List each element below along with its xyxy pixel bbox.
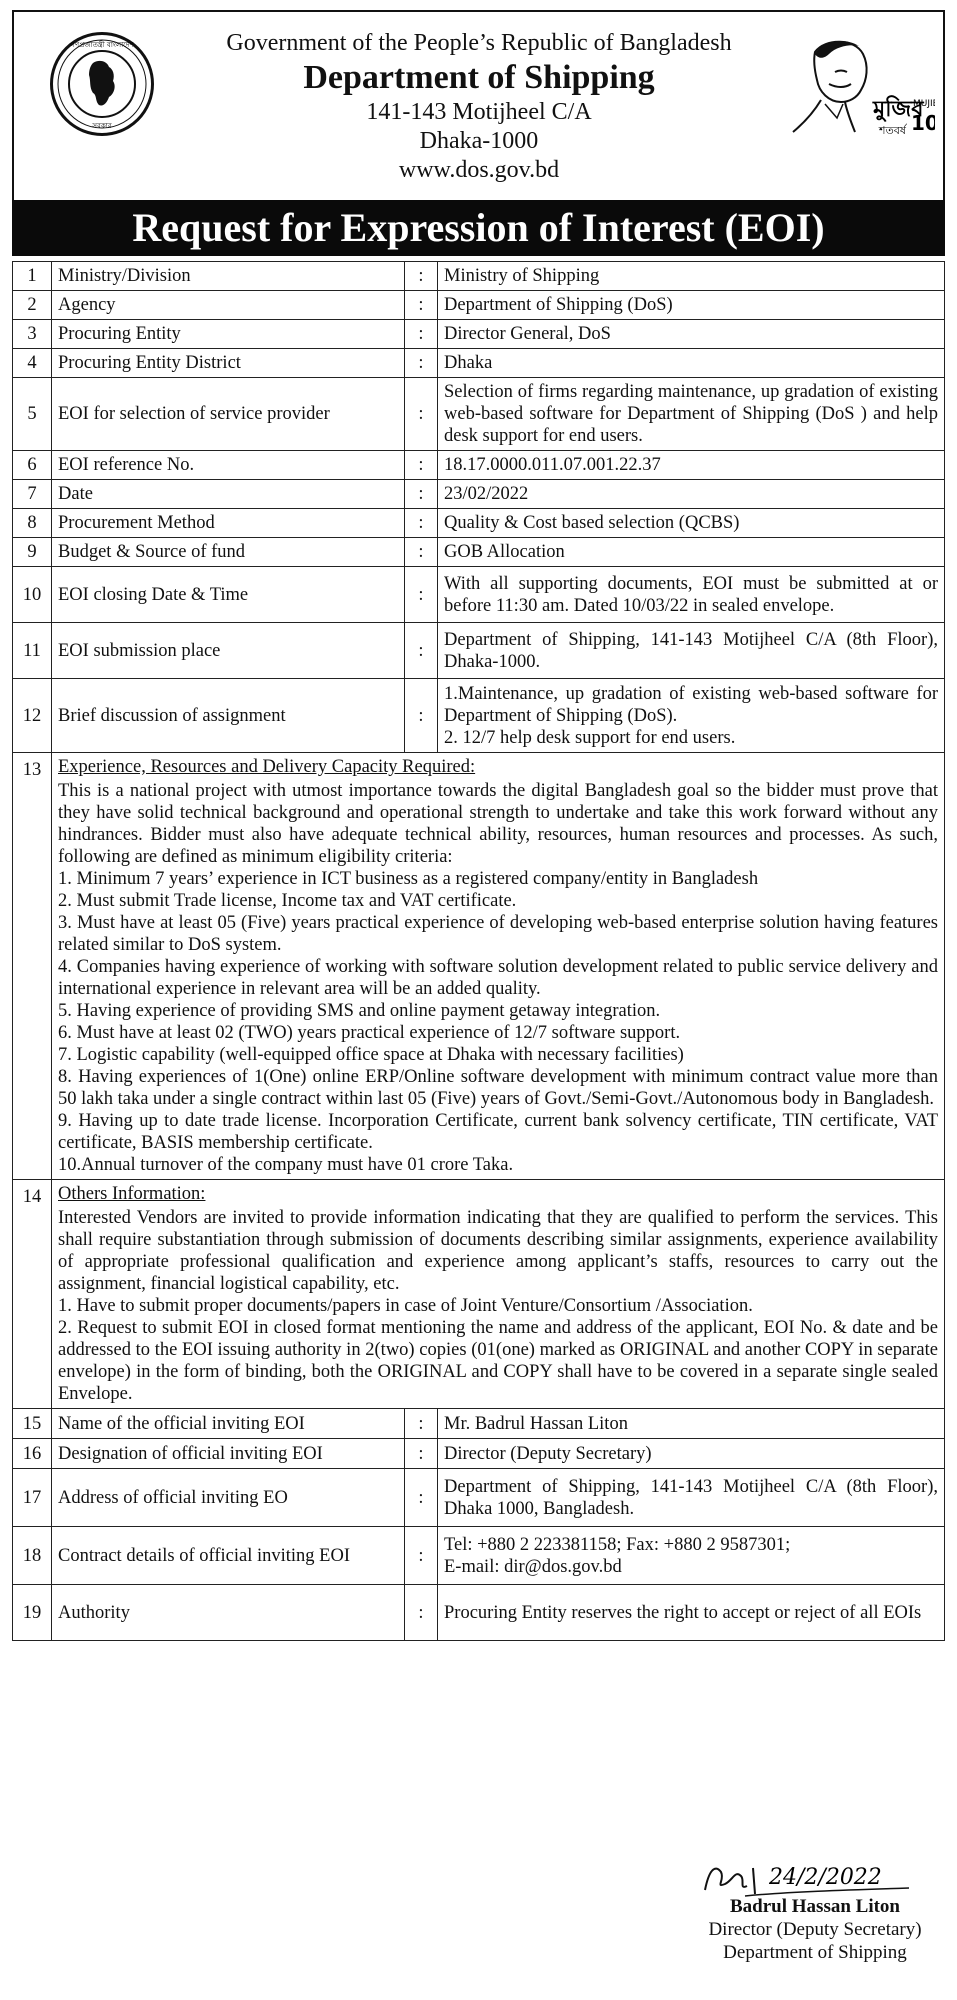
row-value: Department of Shipping, 141-143 Motijheel C/A (8th Floor), Dhaka-1000. xyxy=(438,623,945,679)
list-item: 2. Must submit Trade license, Income tax and VAT certificate. xyxy=(58,891,517,911)
assignment-line-2: 2. 12/7 help desk support for end users. xyxy=(444,727,736,748)
list-item: 10.Annual turnover of the company must have 01 crore Taka. xyxy=(58,1155,514,1175)
row-value: Procuring Entity reserves the right to accept or reject of all EOIs xyxy=(438,1585,945,1641)
colon: : xyxy=(405,451,438,480)
colon: : xyxy=(405,262,438,291)
row-label: Name of the official inviting EOI xyxy=(52,1409,405,1439)
government-name: Government of the People’s Republic of Bangladesh xyxy=(226,30,732,56)
list-item: 7. Logistic capability (well-equipped office space at Dhaka with necessary facilities) xyxy=(58,1045,684,1065)
department-name: Department of Shipping xyxy=(303,59,655,96)
row-label: EOI closing Date & Time xyxy=(52,567,405,623)
page-title: Request for Expression of Interest (EOI) xyxy=(12,200,945,256)
row-label: Ministry/Division xyxy=(52,262,405,291)
row-value: GOB Allocation xyxy=(438,538,945,567)
svg-text:MUJIB: MUJI xyxy=(913,99,933,109)
others-section xyxy=(52,1180,945,1409)
table-row xyxy=(13,567,945,623)
row-number: 10 xyxy=(13,567,52,623)
table-row xyxy=(13,1409,945,1439)
header xyxy=(12,10,945,200)
row-label: Budget & Source of fund xyxy=(52,538,405,567)
section-intro: This is a national project with utmost importance towards the digital Bangladesh goal so the bidder must prove that they have solid technical background and operational strength to undertake and take this work forward without any hindrances. Bidder must also have adequate technical ability, resources, human resources and processes. As such, following are defined as minimum eligibility criteria: xyxy=(58,781,938,867)
row-number: 13 xyxy=(13,753,52,1180)
colon: : xyxy=(405,1469,438,1527)
row-number: 12 xyxy=(13,679,52,753)
row-value: Selection of firms regarding maintenance, up gradation of existing web-based software for Department of Shipping (DoS ) and help desk support for end users. xyxy=(438,378,945,451)
table-row xyxy=(13,538,945,567)
row-label: Procurement Method xyxy=(52,509,405,538)
row-value xyxy=(438,679,945,753)
experience-section xyxy=(52,753,945,1180)
eoi-table xyxy=(12,261,945,1641)
colon: : xyxy=(405,1585,438,1641)
table-row xyxy=(13,320,945,349)
table-row xyxy=(13,1585,945,1641)
table-row xyxy=(13,1527,945,1585)
row-number: 19 xyxy=(13,1585,52,1641)
colon: : xyxy=(405,349,438,378)
header-text xyxy=(164,28,794,185)
signature-block xyxy=(685,1895,945,1964)
table-row xyxy=(13,451,945,480)
address-line-2: Dhaka-1000 xyxy=(419,128,539,154)
row-value: Quality & Cost based selection (QCBS) xyxy=(438,509,945,538)
list-item: 5. Having experience of providing SMS and online payment getaway integration. xyxy=(58,1001,661,1021)
row-label: EOI submission place xyxy=(52,623,405,679)
colon: : xyxy=(405,567,438,623)
signature-date: 24/2/2022 xyxy=(769,1865,882,1890)
svg-text:সরকার: সরকার xyxy=(92,122,112,130)
row-label: EOI for selection of service provider xyxy=(52,378,405,451)
handwritten-signature xyxy=(685,1850,915,1900)
row-label: Date xyxy=(52,480,405,509)
svg-text:শতবর্ষ: শতবর্ষ xyxy=(879,124,906,137)
signatory-office: Department of Shipping xyxy=(723,1942,907,1963)
list-item: 1. Minimum 7 years’ experience in ICT business as a registered company/entity in Bangladesh xyxy=(58,869,759,889)
colon: : xyxy=(405,320,438,349)
row-number: 14 xyxy=(13,1180,52,1409)
row-number: 11 xyxy=(13,623,52,679)
row-number: 16 xyxy=(13,1439,52,1469)
row-label: Procuring Entity xyxy=(52,320,405,349)
row-number: 9 xyxy=(13,538,52,567)
row-number: 18 xyxy=(13,1527,52,1585)
signatory-designation: Director (Deputy Secretary) xyxy=(708,1919,922,1940)
colon: : xyxy=(405,509,438,538)
colon: : xyxy=(405,1527,438,1585)
row-value: Mr. Badrul Hassan Liton xyxy=(438,1409,945,1439)
list-item: 9. Having up to date trade license. Incorporation Certificate, current bank solvency certificate, TIN certificate, VAT certificate, BASIS membership certificate. xyxy=(58,1111,938,1153)
contact-email: E-mail: dir@dos.gov.bd xyxy=(444,1556,622,1577)
svg-text:গণপ্রজাতন্ত্রী বাংলাদেশ: গণপ্রজাতন্ত্রী বাংলাদেশ xyxy=(70,41,134,49)
row-value: Department of Shipping (DoS) xyxy=(438,291,945,320)
row-value: 18.17.0000.011.07.001.22.37 xyxy=(438,451,945,480)
signatory-name: Badrul Hassan Liton xyxy=(730,1896,900,1917)
list-item: 2. Request to submit EOI in closed format mentioning the name and address of the applicant, EOI No. & date and be addressed to the EOI issuing authority in 2(two) copies (01(one) marked as ORIGINAL and another COPY in separate envelope) in the form of binding, both the ORIGINAL and COPY shall have to be covered in a separate single sealed Envelope. xyxy=(58,1318,938,1404)
colon: : xyxy=(405,378,438,451)
colon: : xyxy=(405,538,438,567)
section-heading: Others Information: xyxy=(58,1184,206,1204)
row-value: Director (Deputy Secretary) xyxy=(438,1439,945,1469)
list-item: 6. Must have at least 02 (TWO) years practical experience of 12/7 software support. xyxy=(58,1023,681,1043)
row-value: Department of Shipping, 141-143 Motijheel C/A (8th Floor), Dhaka 1000, Bangladesh. xyxy=(438,1469,945,1527)
colon: : xyxy=(405,679,438,753)
colon: : xyxy=(405,1439,438,1469)
table-row xyxy=(13,480,945,509)
row-label: Contract details of official inviting EOI xyxy=(52,1527,405,1585)
list-item: 3. Must have at least 05 (Five) years practical experience of developing web-based enterprise solution having features related similar to DoS system. xyxy=(58,913,938,955)
government-seal-logo xyxy=(50,32,154,136)
row-number: 7 xyxy=(13,480,52,509)
list-item: 1. Have to submit proper documents/papers in case of Joint Venture/Consortium /Association. xyxy=(58,1296,753,1316)
address-line-1: 141-143 Motijheel C/A xyxy=(366,99,592,125)
list-item: 8. Having experiences of 1(One) online ERP/Online software development with minimum contract value more than 50 lakh taka under a single contract within last 05 (Five) years of Govt./Semi-Govt./Autonomous body in Bangladesh. xyxy=(58,1067,938,1109)
row-number: 8 xyxy=(13,509,52,538)
table-row xyxy=(13,291,945,320)
row-number: 3 xyxy=(13,320,52,349)
row-number: 5 xyxy=(13,378,52,451)
row-value: Dhaka xyxy=(438,349,945,378)
row-label: Brief discussion of assignment xyxy=(52,679,405,753)
colon: : xyxy=(405,1409,438,1439)
mujib-100-logo xyxy=(785,32,935,144)
colon: : xyxy=(405,291,438,320)
row-value: Ministry of Shipping xyxy=(438,262,945,291)
table-row xyxy=(13,1180,945,1409)
list-item: 4. Companies having experience of working with software solution development related to public service delivery and international experience in relevant area will be an added quality. xyxy=(58,957,938,999)
row-label: EOI reference No. xyxy=(52,451,405,480)
eoi-notice xyxy=(12,10,945,1986)
row-number: 2 xyxy=(13,291,52,320)
table-row xyxy=(13,1439,945,1469)
row-number: 17 xyxy=(13,1469,52,1527)
svg-text:100: 10 xyxy=(911,111,935,135)
table-row xyxy=(13,509,945,538)
assignment-line-1: 1.Maintenance, up gradation of existing web-based software for Department of Shipping (DoS). xyxy=(444,683,938,726)
row-number: 1 xyxy=(13,262,52,291)
table-row xyxy=(13,1469,945,1527)
row-value: 23/02/2022 xyxy=(438,480,945,509)
row-label: Procuring Entity District xyxy=(52,349,405,378)
section-intro: Interested Vendors are invited to provide information indicating that they are qualified to perform the services. This shall require substantiation through submission of documents describing similar assignments, experience availability of appropriate professional qualification and experience among applicant’s staffs, resources to carry out the assignment, financial logistical capability, etc. xyxy=(58,1208,938,1294)
row-label: Address of official inviting EO xyxy=(52,1469,405,1527)
table-row xyxy=(13,753,945,1180)
row-number: 4 xyxy=(13,349,52,378)
table-row xyxy=(13,378,945,451)
table-row xyxy=(13,679,945,753)
colon: : xyxy=(405,480,438,509)
table-row xyxy=(13,262,945,291)
row-label: Designation of official inviting EOI xyxy=(52,1439,405,1469)
section-heading: Experience, Resources and Delivery Capacity Required: xyxy=(58,757,476,777)
website: www.dos.gov.bd xyxy=(398,157,560,183)
row-value xyxy=(438,1527,945,1585)
row-number: 15 xyxy=(13,1409,52,1439)
table-row xyxy=(13,349,945,378)
svg-text:মুজিব: মুজিব xyxy=(873,97,924,122)
colon: : xyxy=(405,623,438,679)
row-label: Agency xyxy=(52,291,405,320)
contact-phone-fax: Tel: +880 2 223381158; Fax: +880 2 9587301; xyxy=(444,1534,791,1555)
row-value: Director General, DoS xyxy=(438,320,945,349)
row-number: 6 xyxy=(13,451,52,480)
table-row xyxy=(13,623,945,679)
row-value: With all supporting documents, EOI must be submitted at or before 11:30 am. Dated 10/03/22 in sealed envelope. xyxy=(438,567,945,623)
row-label: Authority xyxy=(52,1585,405,1641)
